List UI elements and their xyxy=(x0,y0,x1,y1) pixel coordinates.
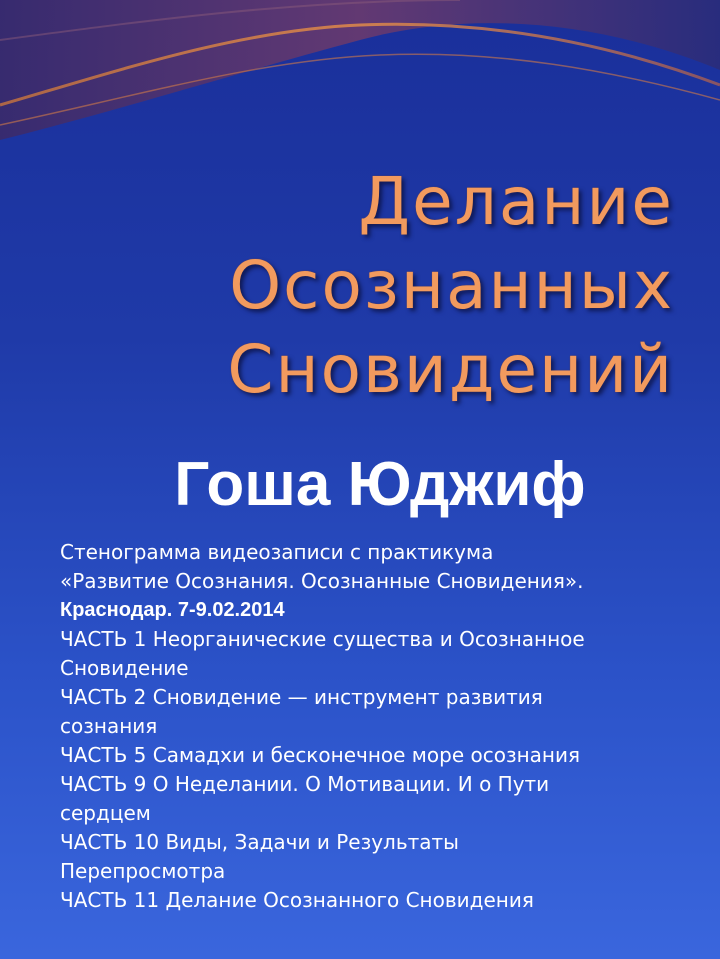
title-line-1: Делание xyxy=(358,163,674,240)
presentation-title xyxy=(34,160,674,412)
part-line: Перепросмотра xyxy=(60,859,226,883)
title-line-3: Сновидений xyxy=(227,331,674,408)
info-line-2: «Развитие Осознания. Осознанные Сновидения». xyxy=(60,569,584,593)
part-line: ЧАСТЬ 9 О Неделании. О Мотивации. И о Пути xyxy=(60,772,550,796)
author-name: Гоша Юджиф xyxy=(174,450,586,519)
part-line: сердцем xyxy=(60,801,151,825)
part-line: ЧАСТЬ 5 Самадхи и бесконечное море осознания xyxy=(60,743,581,767)
part-line: сознания xyxy=(60,714,158,738)
info-location-date: Краснодар. 7-9.02.2014 xyxy=(60,599,285,621)
title-line-2: Осознанных xyxy=(229,247,674,324)
info-line-1: Стенограмма видеозаписи с практикума xyxy=(60,540,494,564)
part-line: ЧАСТЬ 1 Неорганические существа и Осознанное xyxy=(60,627,585,651)
info-block xyxy=(60,538,700,915)
part-line: ЧАСТЬ 10 Виды, Задачи и Результаты xyxy=(60,830,459,854)
part-line: Сновидение xyxy=(60,656,189,680)
decorative-waves xyxy=(0,0,720,170)
part-line: ЧАСТЬ 2 Сновидение — инструмент развития xyxy=(60,685,543,709)
part-line: ЧАСТЬ 11 Делание Осознанного Сновидения xyxy=(60,888,534,912)
